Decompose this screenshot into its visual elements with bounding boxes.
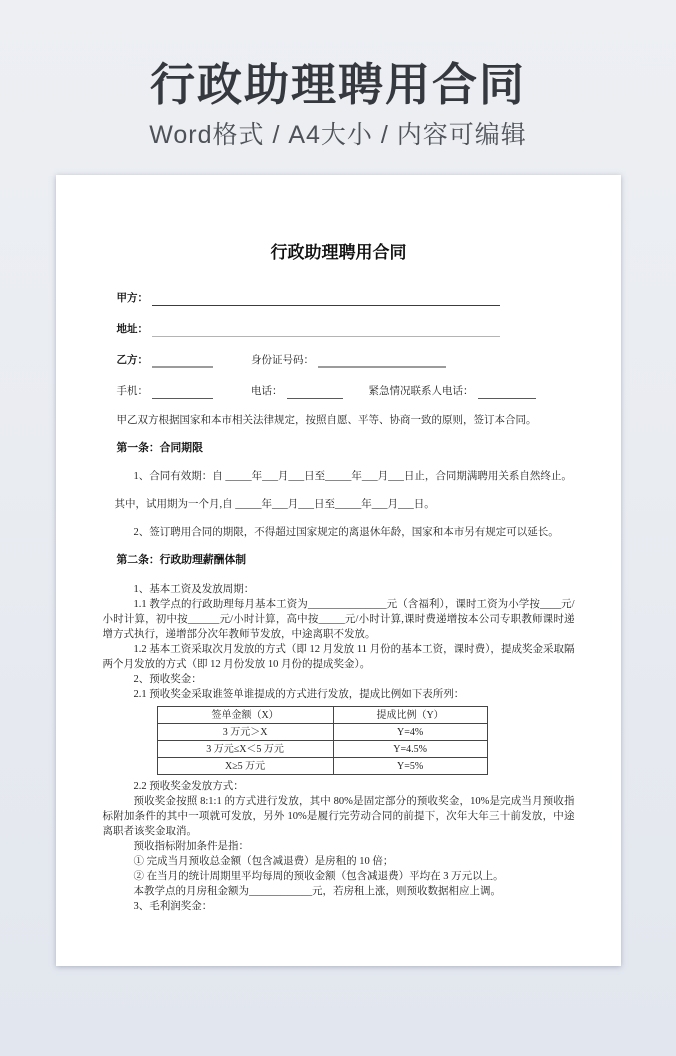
address-label: 地址： [116,324,148,335]
clause-extra-conditions: 预收指标附加条件是指： [133,841,249,852]
clause-condition-1: ① 完成当月预收总金额（包含减退费）是房租的 10 倍； [133,856,394,867]
id-number-label: 身份证号码： [251,355,314,366]
party-a-row [117,288,575,306]
party-b-label: 乙方： [116,355,148,366]
clause-term-1: 1、合同有效期：自 _____年___月___日至_____年___月___日止，合同期满聘用关系自然终止。 [133,471,572,482]
table-row [157,741,487,758]
clause-base-salary: 1.1 教学点的行政助理每月基本工资为_______________元（含福利），课时工资为小学按____元/小时计算，初中按______元/小时计算，高中按_____元/小时计算,课时费递增按本公司专职教师课时递增方式执行，递增部分次年教师节发放，中途离职不发放。 [102,599,575,640]
emergency-contact-blank[interactable] [478,384,536,399]
document-page [56,175,621,966]
clause-condition-2: ② 在当月的统计周期里平均每周的预收金额（包含减退费）平均在 3 万元以上。 [133,871,504,882]
address-row [117,319,575,337]
party-b-blank[interactable] [152,353,213,368]
table-cell-amount: X≥5 万元 [157,758,333,775]
phone-label: 电话： [251,386,283,397]
address-blank[interactable] [152,322,500,337]
table-cell-amount: 3 万元≤X＜5 万元 [157,741,333,758]
clause-payment-method: 1.2 基本工资采取次月发放的方式（即 12 月发放 11 月份的基本工资，课时费），提成奖金采取隔两个月发放的方式（即 12 月份发放 10 月份的提成奖金）。 [102,644,575,670]
table-cell-amount: 3 万元＞X [157,724,333,741]
mobile-blank[interactable] [152,384,213,399]
clause-bonus-payout: 2.2 预收奖金发放方式： [133,781,244,792]
clause-gross-profit: 3、毛利润奖金： [133,901,213,912]
table-header-row [157,707,487,724]
banner-title: 行政助理聘用合同 [149,59,526,110]
template-banner [0,0,676,149]
clause-term-2: 2、签订聘用合同的期限，不得超过国家规定的离退休年龄，国家和本市另有规定可以延长。 [133,527,559,538]
clause-bonus-split: 预收奖金按照 8:1:1 的方式进行发放，其中 80%是固定部分的预收奖金，10%是完成当月预收指标附加条件的其中一项就可发放，另外 10%是履行完劳动合同的前提下，次年大年三十前发放，中途离职者该奖金取消。 [102,796,575,837]
table-header-ratio: 提成比例（Y） [333,707,487,724]
table-cell-ratio: Y=4.5% [333,741,487,758]
commission-table [157,706,488,775]
clause-rent-amount: 本教学点的月房租金额为____________元，若房租上涨，则预收数据相应上调。 [133,886,501,897]
party-a-blank[interactable] [152,291,500,306]
party-a-label: 甲方： [116,293,148,304]
section1-heading: 第一条：合同期限 [116,442,203,454]
table-cell-ratio: Y=4% [333,724,487,741]
banner-subtitle: Word格式 / A4大小 / 内容可编辑 [149,121,527,149]
clause-salary-cycle: 1、基本工资及发放周期： [133,584,255,595]
table-row [157,724,487,741]
clause-probation: 其中，试用期为一个月,自 _____年___月___日至_____年___月___日。 [114,499,435,510]
mobile-label: 手机： [116,386,148,397]
section2-heading: 第二条：行政助理薪酬体制 [116,554,247,566]
table-row [157,758,487,775]
contract-intro: 甲乙双方根据国家和本市相关法律规定，按照自愿、平等、协商一致的原则，签订本合同。 [116,415,537,426]
emergency-contact-label: 紧急情况联系人电话： [368,386,474,397]
phone-row [117,381,575,399]
document-title: 行政助理聘用合同 [270,243,407,262]
table-cell-ratio: Y=5% [333,758,487,775]
phone-blank[interactable] [287,384,343,399]
table-header-amount: 签单金额（X） [157,707,333,724]
clause-commission-intro: 2.1 预收奖金采取谁签单谁提成的方式进行发放，提成比例如下表所列： [133,689,465,700]
clause-prepaid-bonus: 2、预收奖金： [133,674,202,685]
id-number-blank[interactable] [318,353,446,368]
section2-body [103,582,575,914]
party-b-row [117,350,575,368]
